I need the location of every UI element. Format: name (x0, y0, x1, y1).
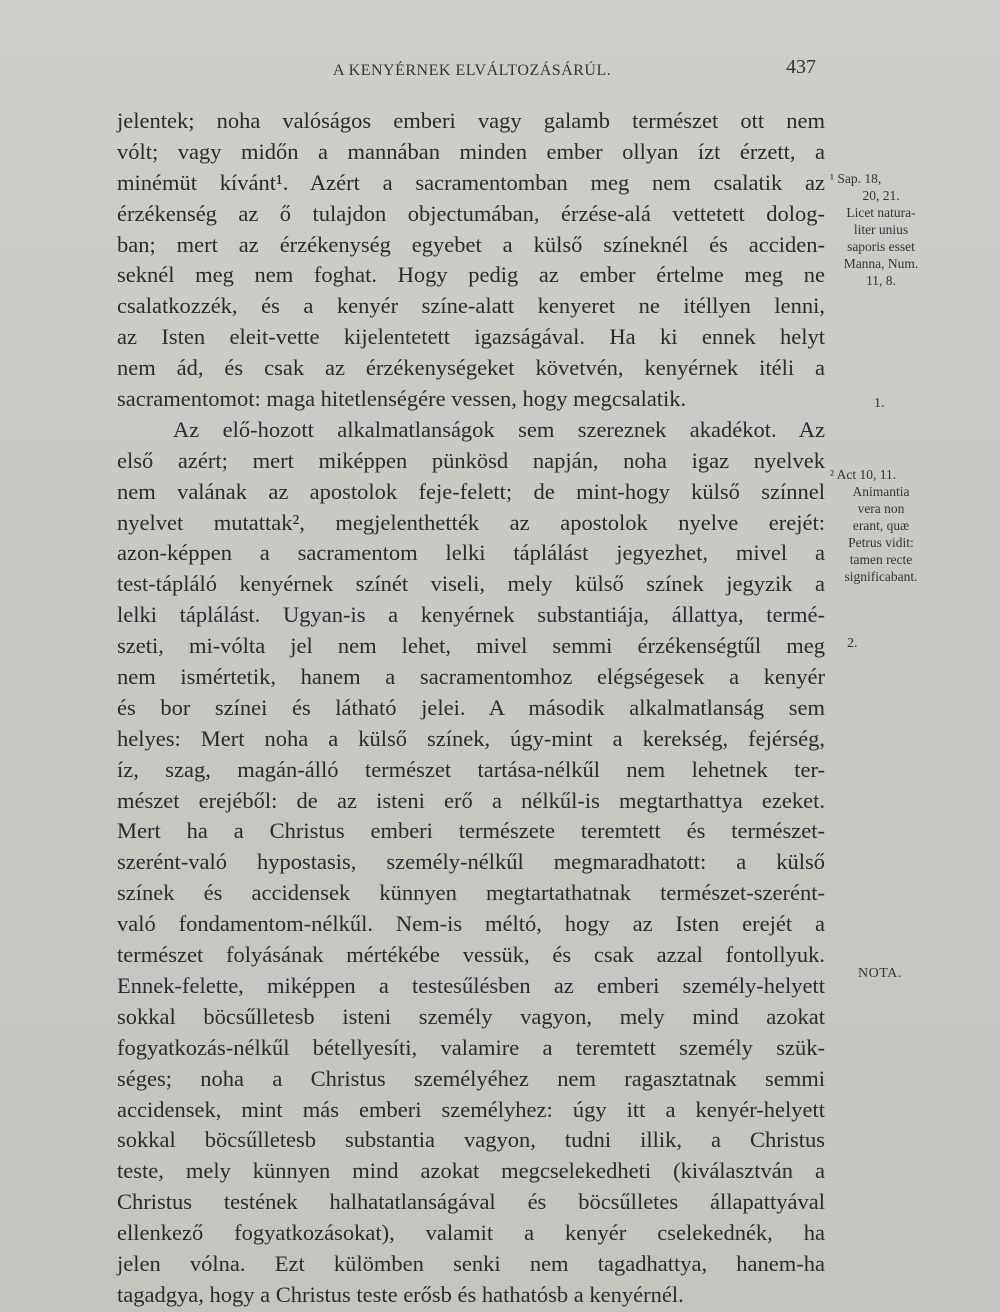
margin-note-line: liter unius (853, 222, 909, 237)
body-text (117, 106, 825, 1311)
margin-note-line: Licet natura- (846, 205, 916, 220)
text-line: az Isten eleit-vette kijelentetett igazságával. Ha ki ennek helyt (117, 324, 825, 350)
text-line: első azért; mert miképpen pünkösd napján, noha igaz nyelvek (117, 447, 825, 473)
text-line: sokkal böcsűlletesb substantia vagyon, tudni illik, a Christus (117, 1127, 825, 1153)
margin-note-line: Manna, Num. (843, 256, 919, 271)
text-line: érzékenség az ő tulajdon objectumában, érzése-alá vettetett dolog- (117, 200, 825, 226)
text-line: szerént-való hypostasis, személy-nélkűl megmaradhatott: a külső (117, 849, 825, 875)
text-line: fogyatkozás-nélkűl bétellyesíti, valamire a teremtett személy szük- (117, 1034, 825, 1060)
page-number: 437 (786, 56, 816, 78)
margin-note-line: ¹ Sap. 18, (830, 171, 882, 186)
text-line: szeti, mi-vólta jel nem lehet, mivel semmi érzékenségtűl meg (117, 633, 825, 659)
margin-note-line: significabant. (844, 569, 918, 584)
text-line: accidensek, mint más emberi személyhez: úgy itt a kenyér-helyett (117, 1096, 825, 1122)
margin-note-line: saporis esset (847, 239, 915, 254)
text-line: minémüt kívánt¹. Azért a sacramentomban meg nem csalatik az (117, 169, 825, 195)
text-line: lelki táplálást. Ugyan-is a kenyérnek substantiája, állattya, termé- (117, 602, 825, 628)
text-line: ban; mert az érzékenység egyebet a külső színeknél és acciden- (117, 231, 825, 257)
margin-note-line: ² Act 10, 11. (830, 467, 897, 482)
margin-note-line: tamen recte (849, 552, 913, 567)
margin-note-line: 11, 8. (866, 273, 896, 288)
text-line: jelentek; noha valóságos emberi vagy galamb természet ott nem (117, 108, 825, 133)
text-line: színek és accidensek künnyen megtartathatnak természet-szerént- (117, 880, 825, 906)
text-line: és bor színei és látható jelei. A második alkalmatlanság sem (117, 694, 825, 720)
text-line: seknél meg nem foghat. Hogy pedig az ember értelme meg ne (117, 262, 825, 288)
running-header: A KENYÉRNEK ELVÁLTOZÁSÁRÚL. (333, 62, 612, 79)
text-line: azon-képpen a sacramentom lelki táplálást jegyezhet, mivel a (117, 540, 825, 566)
margin-number-1: 1. (874, 396, 885, 411)
text-line: mészet erejéből: de az isteni erő a nélkűl-is megtarthattya ezeket. (117, 787, 825, 813)
text-line: helyes: Mert noha a külső színek, úgy-mint a kerekség, fejérség, (117, 725, 825, 751)
margin-note-line: Animantia (852, 484, 910, 499)
margin-nota: NOTA. (858, 966, 902, 981)
text-line: nyelvet mutattak², megjelenthették az apostolok nyelve erejét: (117, 509, 825, 535)
margin-note-line: 20, 21. (862, 188, 900, 203)
text-line: nem ád, és csak az érzékenységeket követvén, kenyérnek itéli a (117, 355, 825, 381)
text-line: nem ismértetik, hanem a sacramentomhoz elégségesek a kenyér (117, 664, 825, 690)
text-line: jelen vólna. Ezt külömben senki nem tagadhattya, hanem-ha (117, 1250, 825, 1276)
text-line: teste, mely künnyen mind azokat megcselekedheti (kiválasztván a (117, 1158, 825, 1184)
margin-number-2: 2. (847, 636, 858, 651)
text-line: Christus testének halhatatlanságával és böcsűlletes állapattyával (117, 1189, 825, 1215)
text-line: Ennek-felette, miképpen a testesűlésben az emberi személy-helyett (117, 972, 825, 998)
text-line: test-tápláló kenyérnek színét viseli, mely külső színek jegyzik a (117, 571, 825, 597)
margin-note-line: vera non (857, 501, 905, 516)
text-line: való fondamentom-nélkűl. Nem-is méltó, hogy az Isten erejét a (117, 911, 825, 937)
text-line: sokkal böcsűlletesb isteni személy vagyon, mely mind azokat (117, 1003, 825, 1029)
text-line: sacramentomot: maga hitetlenségére vessen, hogy megcsalatik. (117, 386, 687, 412)
margin-note-2 (826, 466, 936, 585)
margin-note-line: Petrus vidit: (848, 535, 914, 550)
text-line: természet folyásának mértékébe vessük, és csak azzal fontollyuk. (117, 942, 825, 968)
margin-note-1 (826, 170, 936, 289)
text-line: tagadgya, hogy a Christus teste erősb és hathatósb a kenyérnél. (117, 1281, 684, 1307)
text-line: Mert ha a Christus emberi természete teremtett és természet- (117, 818, 825, 844)
text-line: nem valának az apostolok feje-felett; de mint-hogy külső színnel (117, 478, 825, 504)
margin-note-line: erant, quæ (852, 518, 910, 533)
text-line: íz, szag, magán-álló természet tartása-nélkűl nem lehetnek ter- (117, 756, 825, 782)
text-line: séges; noha a Christus személyéhez nem ragasztatnak semmi (117, 1065, 825, 1091)
text-line: Az elő-hozott alkalmatlanságok sem szereznek akadékot. Az (173, 416, 825, 442)
text-line: ellenkező fogyatkozásokat), valamit a kenyér cselekednék, ha (117, 1220, 825, 1246)
text-line: csalatkozzék, és a kenyér színe-alatt kenyeret ne itéllyen lenni, (117, 293, 825, 319)
text-line: vólt; vagy midőn a mannában minden ember ollyan ízt érzett, a (117, 138, 825, 164)
